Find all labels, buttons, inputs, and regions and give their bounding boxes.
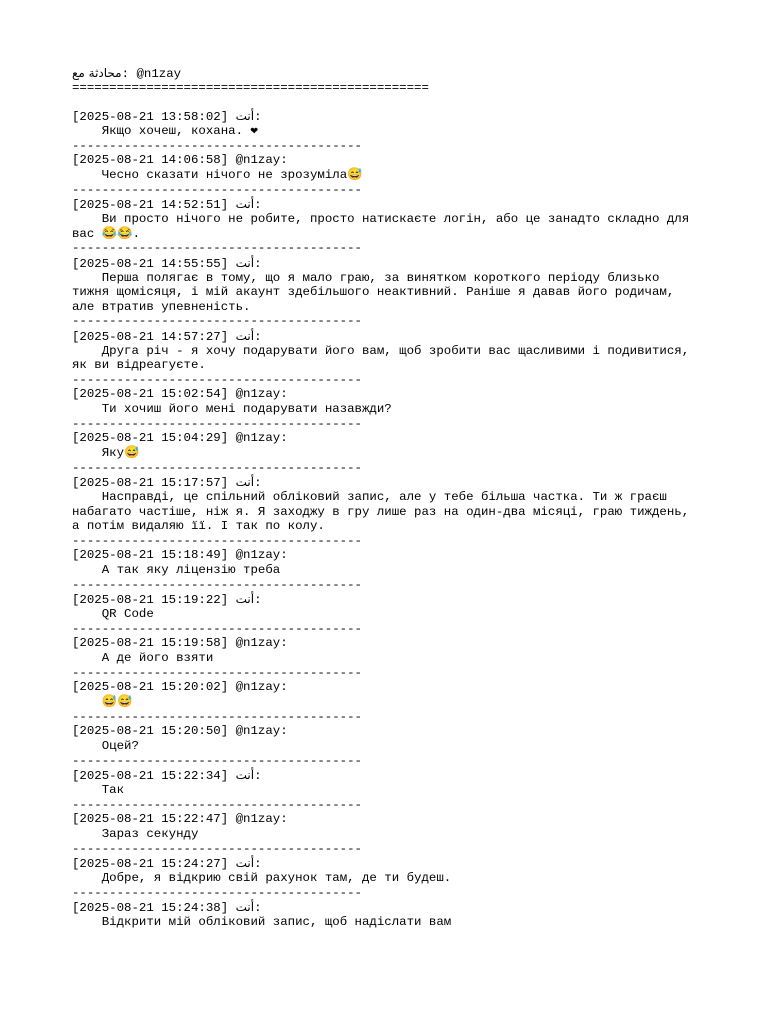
message-header: [2025-08-21 15:22:34] أنت: xyxy=(72,768,262,784)
message-entry xyxy=(72,256,712,329)
message-timestamp: [2025-08-21 15:19:58] xyxy=(72,636,229,651)
message-text: Якщо хочеш, кохана. ❤ xyxy=(72,124,258,138)
message-text: Так xyxy=(72,783,125,798)
message-timestamp: [2025-08-21 15:20:02] xyxy=(72,680,229,695)
message-separator: --------------------------------------- xyxy=(72,416,362,431)
message-header: [2025-08-21 15:24:38] أنت: xyxy=(72,900,262,916)
message-separator: --------------------------------------- xyxy=(72,797,362,812)
message-timestamp: [2025-08-21 14:57:27] xyxy=(72,329,229,344)
message-sender: @n1zay xyxy=(235,636,281,651)
message-timestamp: [2025-08-21 15:02:54] xyxy=(72,387,229,402)
message-entry xyxy=(72,768,712,812)
message-entry xyxy=(72,387,712,431)
title-rule: ================================================ xyxy=(72,81,429,95)
message-header: [2025-08-21 15:19:58] @n1zay: xyxy=(72,636,288,651)
message-separator: --------------------------------------- xyxy=(72,372,362,387)
message-timestamp: [2025-08-21 15:04:29] xyxy=(72,431,229,446)
message-separator: --------------------------------------- xyxy=(72,885,362,900)
message-entry xyxy=(72,680,712,724)
message-separator: --------------------------------------- xyxy=(72,138,362,153)
message-sender: @n1zay xyxy=(235,724,281,739)
message-sender: @n1zay xyxy=(235,680,281,695)
message-header: [2025-08-21 14:55:55] أنت: xyxy=(72,255,262,271)
message-text: Відкрити мій обліковий запис, щоб надіслати вам xyxy=(72,915,452,930)
message-header: [2025-08-21 15:22:47] @n1zay: xyxy=(72,812,288,827)
message-text: Ви просто нічого не робите, просто натискаєте логін, або це занадто складно для вас 😂😂. xyxy=(72,211,697,241)
message-sender: @n1zay xyxy=(235,431,281,446)
message-sender: أنت xyxy=(235,768,255,783)
message-separator: --------------------------------------- xyxy=(72,534,362,549)
message-entry xyxy=(72,900,712,930)
message-entry xyxy=(72,475,712,548)
message-text: Перша полягає в тому, що я мало граю, за винятком короткого періоду близько тижня щомісяця, і мій акаунт здебільшого неактивний. Раніше я давав його родичам, але втратив упевненість. xyxy=(72,270,682,314)
message-text: 😅😅 xyxy=(72,695,133,710)
message-list xyxy=(72,109,712,930)
message-timestamp: [2025-08-21 15:24:38] xyxy=(72,901,229,916)
message-sender: @n1zay xyxy=(235,548,281,563)
message-text: Чесно сказати нічого не зрозуміла😅 xyxy=(72,167,363,182)
message-header: [2025-08-21 15:17:57] أنت: xyxy=(72,475,262,491)
message-sender: @n1zay xyxy=(235,812,281,827)
message-timestamp: [2025-08-21 13:58:02] xyxy=(72,110,229,124)
message-entry xyxy=(72,109,712,153)
message-separator: --------------------------------------- xyxy=(72,241,362,256)
message-header: [2025-08-21 15:18:49] @n1zay: xyxy=(72,548,288,563)
message-header: [2025-08-21 15:04:29] @n1zay: xyxy=(72,431,288,446)
message-text: QR Code xyxy=(72,607,154,622)
message-separator: --------------------------------------- xyxy=(72,709,362,724)
message-separator: --------------------------------------- xyxy=(72,666,362,680)
message-header: [2025-08-21 13:58:02] أنت: xyxy=(72,109,262,124)
message-header: [2025-08-21 14:57:27] أنت: xyxy=(72,328,262,344)
title-username: @n1zay xyxy=(136,67,182,81)
message-timestamp: [2025-08-21 14:06:58] xyxy=(72,152,229,167)
message-header: [2025-08-21 15:20:50] @n1zay: xyxy=(72,724,288,739)
message-sender: أنت xyxy=(235,856,255,871)
message-text: Добре, я відкрию свій рахунок там, де ти будеш. xyxy=(72,871,452,886)
message-text: Насправді, це спільний обліковий запис, але у тебе більша частка. Ти ж граєш набагато частіше, ніж я. Я заходжу в гру лише раз на один-два місяці, граю тиждень, а потім видаляю її. І так по колу. xyxy=(72,490,697,534)
message-separator: --------------------------------------- xyxy=(72,622,362,637)
transcript-title: محادثة مع: @n1zay xyxy=(72,66,182,81)
message-text: Зараз секунду xyxy=(72,827,199,842)
message-separator: --------------------------------------- xyxy=(72,460,362,475)
message-separator: --------------------------------------- xyxy=(72,578,362,593)
message-separator: --------------------------------------- xyxy=(72,753,362,768)
message-sender: أنت xyxy=(235,196,255,211)
message-sender: أنت xyxy=(235,255,255,270)
message-text: Яку😅 xyxy=(72,446,140,461)
message-sender: أنت xyxy=(235,592,255,607)
message-sender: @n1zay xyxy=(235,152,281,167)
message-sender: أنت xyxy=(235,900,255,915)
message-header: [2025-08-21 14:52:51] أنت: xyxy=(72,196,262,212)
message-timestamp: [2025-08-21 15:18:49] xyxy=(72,548,229,563)
message-header: [2025-08-21 15:24:27] أنت: xyxy=(72,856,262,872)
message-header: [2025-08-21 15:02:54] @n1zay: xyxy=(72,387,288,402)
message-timestamp: [2025-08-21 15:19:22] xyxy=(72,593,229,608)
message-entry xyxy=(72,431,712,475)
message-entry xyxy=(72,812,712,856)
message-text: А де його взяти xyxy=(72,651,214,666)
message-sender: أنت xyxy=(235,475,255,490)
message-sender: أنت xyxy=(235,109,255,123)
message-header: [2025-08-21 15:20:02] @n1zay: xyxy=(72,680,288,695)
message-entry xyxy=(72,636,712,680)
message-timestamp: [2025-08-21 14:55:55] xyxy=(72,256,229,271)
message-header: [2025-08-21 14:06:58] @n1zay: xyxy=(72,152,288,167)
message-text: А так яку ліцензію треба xyxy=(72,563,281,578)
message-timestamp: [2025-08-21 15:22:47] xyxy=(72,812,229,827)
message-text: Оцей? xyxy=(72,739,139,754)
message-entry xyxy=(72,329,712,388)
message-timestamp: [2025-08-21 15:24:27] xyxy=(72,857,229,872)
title-label: محادثة مع xyxy=(72,66,122,80)
message-entry xyxy=(72,197,712,256)
message-timestamp: [2025-08-21 15:17:57] xyxy=(72,476,229,491)
message-timestamp: [2025-08-21 14:52:51] xyxy=(72,197,229,212)
message-separator: --------------------------------------- xyxy=(72,182,362,197)
message-text: Друга річ - я хочу подарувати його вам, щоб зробити вас щасливими і подивитися, як ви відреагуєте. xyxy=(72,343,697,373)
message-entry xyxy=(72,592,712,636)
message-entry xyxy=(72,153,712,197)
message-entry xyxy=(72,856,712,900)
message-sender: أنت xyxy=(235,328,255,343)
message-text: Ти хочиш його мені подарувати назавжди? xyxy=(72,402,392,417)
message-separator: --------------------------------------- xyxy=(72,314,362,329)
message-header: [2025-08-21 15:19:22] أنت: xyxy=(72,592,262,608)
message-timestamp: [2025-08-21 15:22:34] xyxy=(72,769,229,784)
message-entry xyxy=(72,548,712,592)
message-separator: --------------------------------------- xyxy=(72,841,362,856)
message-timestamp: [2025-08-21 15:20:50] xyxy=(72,724,229,739)
spacer xyxy=(72,95,712,109)
message-entry xyxy=(72,724,712,768)
message-sender: @n1zay xyxy=(235,387,281,402)
